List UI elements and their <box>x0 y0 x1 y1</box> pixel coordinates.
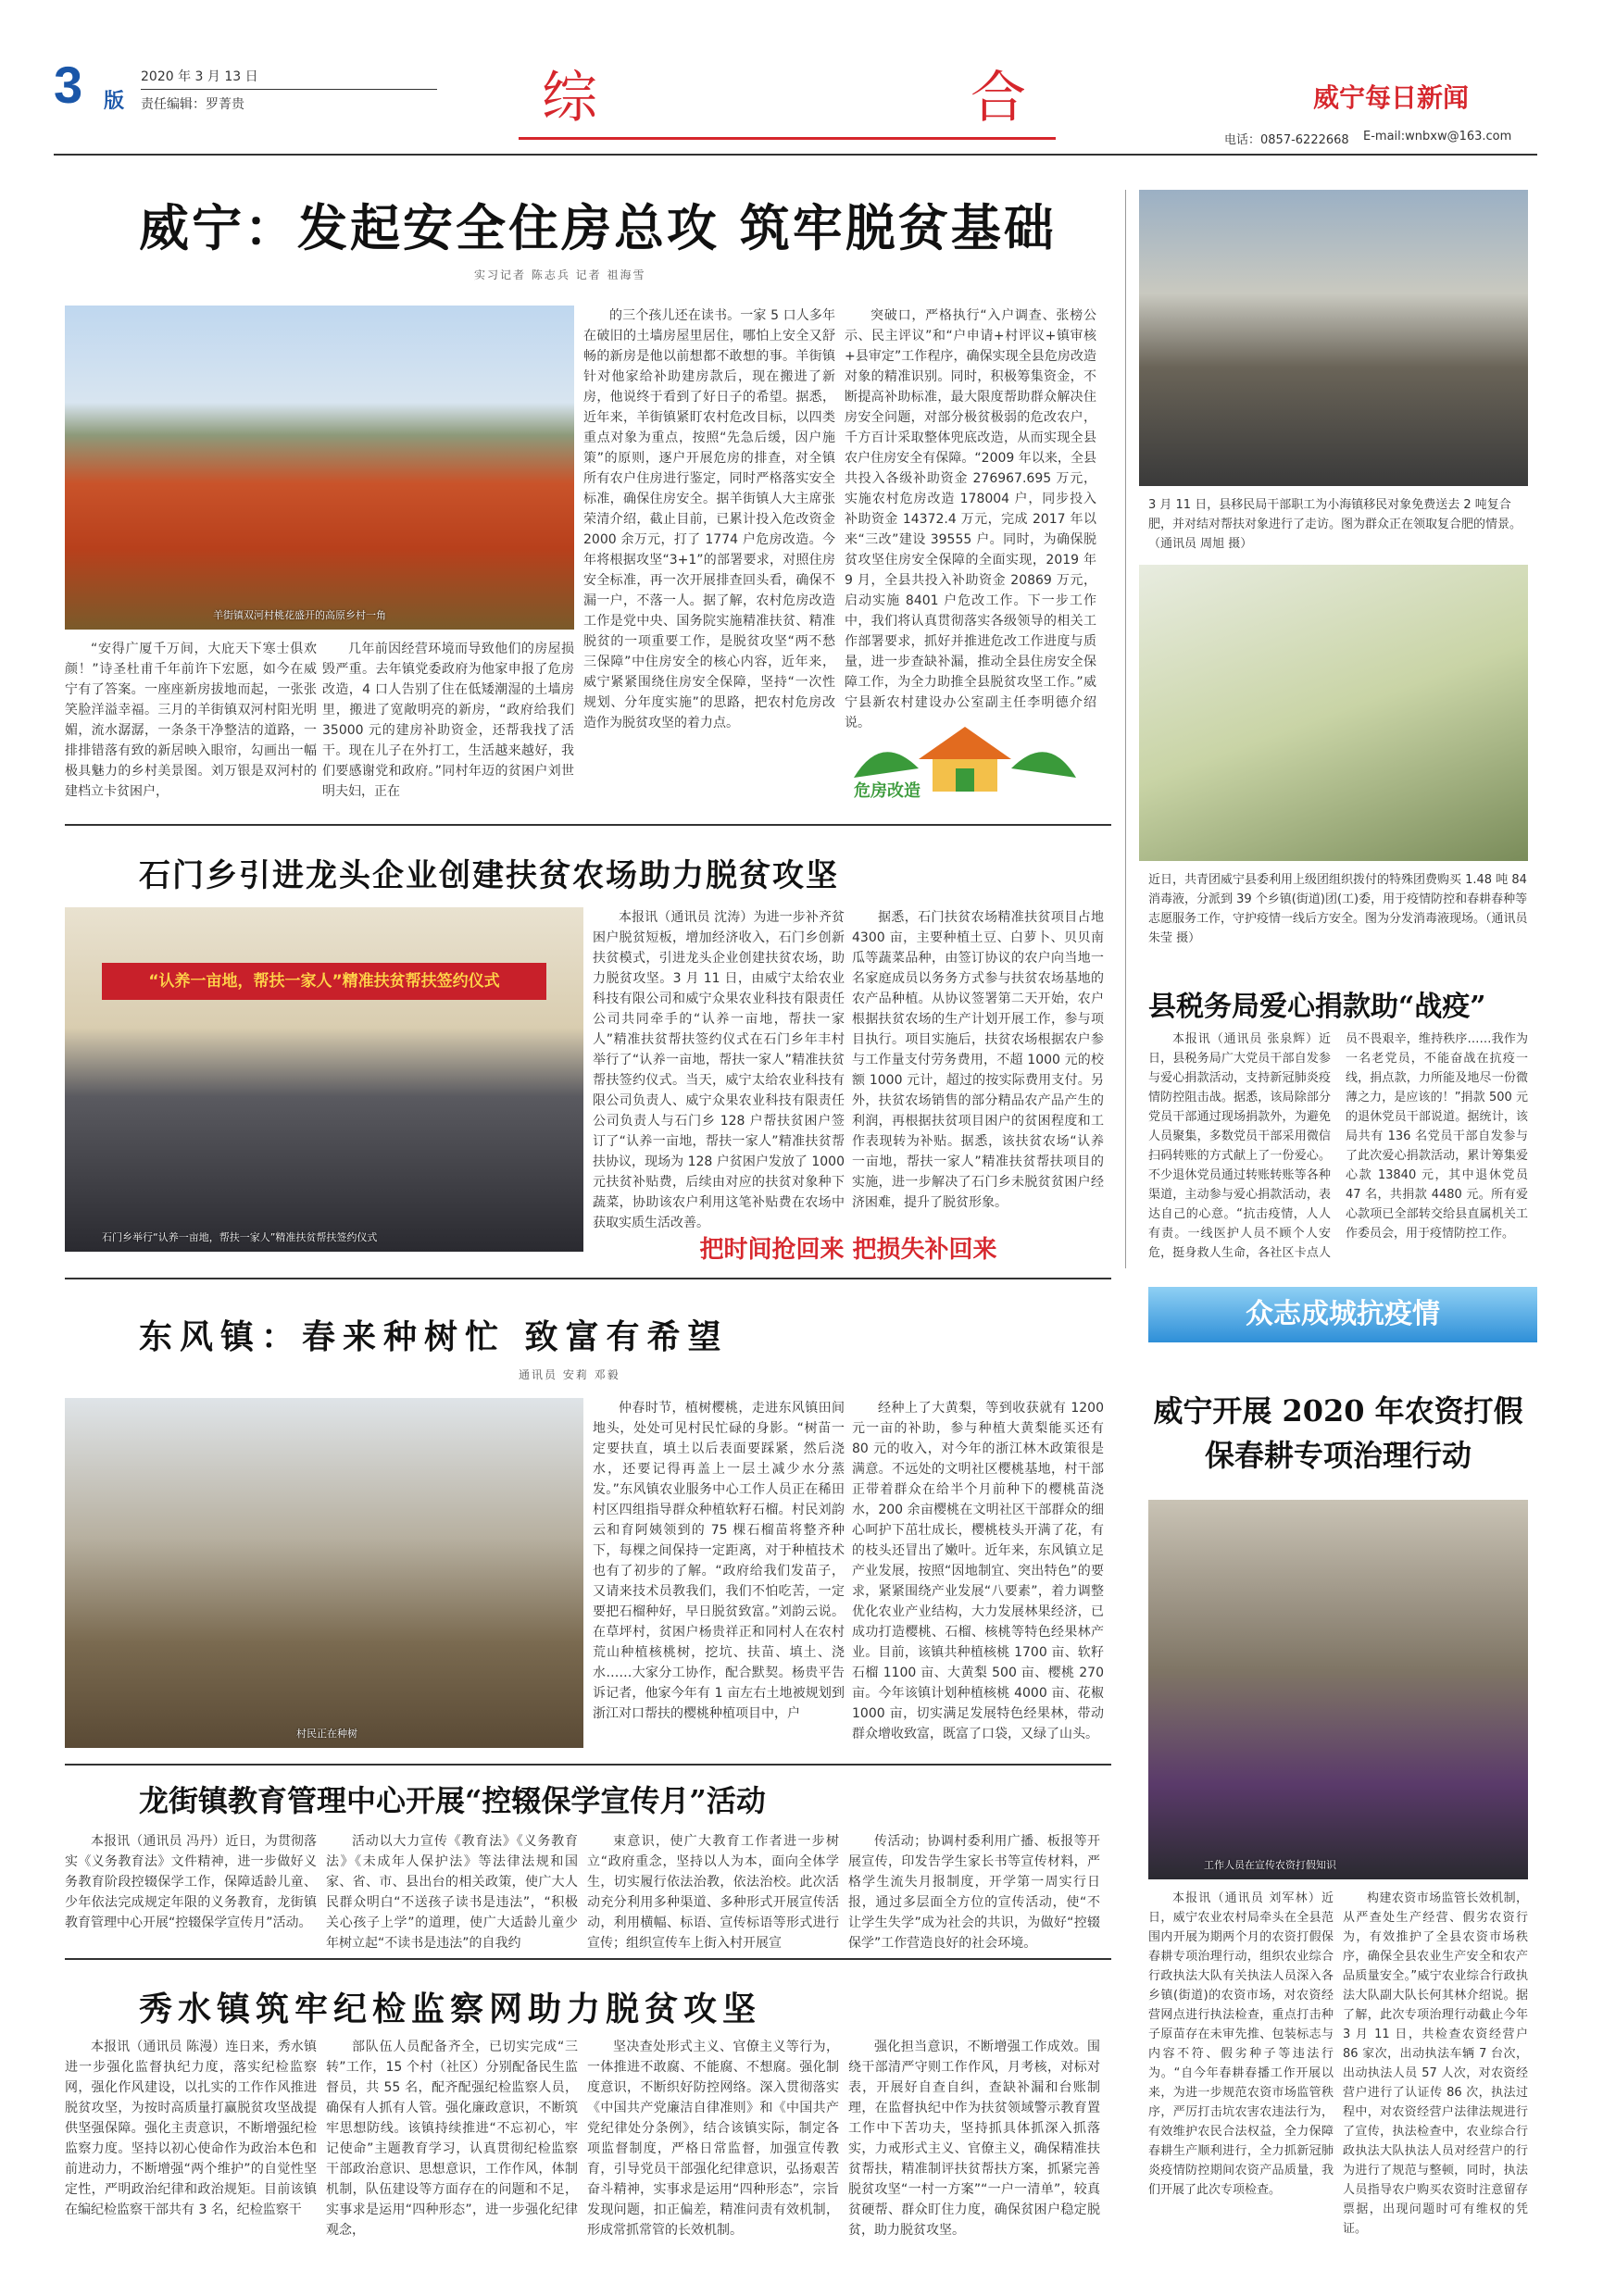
contact-email: E-mail:wnbxw@163.com <box>1363 130 1512 144</box>
article1-col4: 突破口，严格执行“入户调查、张榜公示、民主评议”和“户申请+村评议+镇审核+县审定”工作程序，确保实现全县危房改造对象的精准识别。同时，积极筹集资金，不断提高补助标准，最大限度帮助群众解决住房安全问题，对部分极贫极弱的危改农户，千方百计采取整体兜底改造，从而实现全县农户住房安全有保障。“2009 年以来，全县共投入各级补助资金 276967.695 万元，实施农村危房改造 178004 户，同步投入补助资金 14372.4 万元，完成 2017 年以来“三改”建设 39555 户。同时，为确保脱贫攻坚住房安全保障的全面实现，2019 年 9 月，全县共投入补助资金 20869 万元，启动实施 8401 户危改工作。下一步工作中，我们将认真贯彻落实各级领导的相关工作部署要求，抓好并推进危改工作进度与质量，进一步查缺补漏，推动全县住房安全保障工作，为全力助推全县脱贫攻坚工作。”威宁县新农村建设办公室副主任李明德介绍说。 <box>845 308 1096 730</box>
side1-caption: 3 月 11 日，县移民局干部职工为小海镇移民对象免费送去 2 吨复合肥，并对结对帮扶对象进行了走访。图为群众正在领取复合肥的情景。（通讯员 周旭 摄） <box>1148 498 1522 551</box>
article6-col1: 本报讯（通讯员 刘军林）近日，威宁农业农村局牵头在全县范围内开展为期两个月的农资打假保春耕专项治理行动，组织农业综合行政执法大队有关执法人员深入各乡镇(街道)的农资市场，对农资经营网点进行执法检查，重点打击种子原苗存在未审先推、包装标志与内容不符、假劣种子等违法行为。“自今年春耕春播工作开展以来，为进一步规范农资市场监管秩序，严厉打击坑农害农违法行为，有效维护农民合法权益，全力保障春耕生产顺利进行，全力抓新冠肺炎疫情防控期间农资产品质量，我们开展了此次专项检查。 <box>1148 1891 1334 2197</box>
danger-house-logo <box>845 713 1085 805</box>
article7-top-rule <box>65 1958 1111 1960</box>
paper-name: 威宁每日新闻 <box>1313 82 1470 113</box>
article7-col1: 本报讯（通讯员 陈漫）连日来，秀水镇进一步强化监督执纪力度，落实纪检监察网，强化作风建设，以扎实的工作作风推进脱贫攻坚，为按时高质量打赢脱贫攻坚战提供坚强保障。强化主责意识，不断增强纪检监察力度。坚持以初心使命作为政治本色和前进动力，不断增强“两个维护”的自觉性坚定性，严明政治纪律和政治规矩。目前该镇在编纪检监察干部共有 3 名，纪检监察干 <box>65 2040 317 2217</box>
article2-top-rule <box>65 824 1111 826</box>
contact-phone: 电话：0857-6222668 <box>1224 133 1349 147</box>
side2-caption: 近日，共青团威宁县委利用上级团组织拨付的特殊团费购买 1.48 吨 84 消毒液，分派到 39 个乡镇(街道)团(工)委，用于疫情防控和春耕春种等志愿服务工作，守护疫情一线后方安全。图为分发消毒液现场。（通讯员 朱莹 摄） <box>1148 873 1528 945</box>
side1-photo <box>1139 190 1528 486</box>
article1-byline: 实习记者 陈志兵 记者 祖海雪 <box>474 268 646 281</box>
section-title-left: 综 <box>542 66 597 131</box>
page-suffix: 版 <box>104 90 125 113</box>
article3-col1: 本报讯（通讯员 张泉辉）近日，县税务局广大党员干部自发参与爱心捐款活动，支持新冠肺炎疫情防控阻击战。据悉，该局除部分党员干部通过现场捐款外，为避免人员聚集，多数党员干部采用微信扫码转账的方式献上了一份爱心。不少退休党员通过转账转账等各种渠道，主动参与爱心捐款活动，表达自己的心意。“抗击疫情，人人有责。一线医护人员不顾个人安危，挺身救人生命，各社区卡点人员不畏艰辛，维持秩序……我作为一名老党员，不能奋战在抗疫一线，捐点款，力所能及地尽一份微薄之力，是应该的！”捐款 500 元的退休党员干部说道。据统计，该局共有 136 名党员干部自发参与了此次爱心捐款活动，累计筹集爱心款 13840 元，其中退休党员 47 名，共捐款 4480 元。所有爱心款项已全部转交给县直属机关工作委员会，用于疫情防控工作。 <box>1148 1032 1528 1260</box>
article7-headline: 秀水镇筑牢纪检监察网助力脱贫攻坚 <box>139 1990 762 2028</box>
side2-photo <box>1139 565 1528 861</box>
article2-photo <box>65 907 583 1252</box>
article1-photo-caption: 羊街镇双河村桃花盛开的高原乡村一角 <box>213 609 386 621</box>
article5-headline: 龙街镇教育管理中心开展“控辍保学宣传月”活动 <box>139 1783 766 1818</box>
page-number: 3 <box>54 56 83 114</box>
article4-col2: 经种上了大黄梨，等到收获就有 1200 元一亩的补助，参与种植大黄梨能买还有 80 元的收入，对今年的浙江林木政策很是满意。不远处的文明社区樱桃基地，村干部正带着群众在给半个月前种下的樱桃苗浇水，200 余亩樱桃在文明社区干部群众的细心呵护下茁壮成长，樱桃枝头开满了花，有的枝头还冒出了嫩叶。近年来，东风镇立足产业发展，按照“因地制宜、突出特色”的要求，紧紧围绕产业发展“八要素”，着力调整优化农业产业结构，大力发展林果经济，已成功打造樱桃、石榴、核桃等特色经果林产业。目前，该镇共种植核桃 1700 亩、软籽石榴 1100 亩、大黄梨 500 亩、樱桃 270 亩。今年该镇计划种植核桃 4000 亩、花椒 1000 亩，切实满足发展特色经果林，带动群众增收致富，既富了口袋，又绿了山头。 <box>852 1401 1104 1741</box>
danger-house-logo-label: 危房改造 <box>854 781 920 801</box>
article4-photo <box>65 1398 583 1748</box>
article2-col2: 据悉，石门扶贫农场精准扶贫项目占地 4300 亩，主要种植土豆、白萝卜、贝贝南瓜等蔬菜品种，由签订协议的农户向当地一名家庭成员以务务方式参与扶贫农场基地的农产品种植。从协议签署第二天开始，农户根据扶贫农场的生产计划开展工作，参与项目执行。项目实施后，扶贫农场根据农户参与工作量支付劳务费用，不超 1000 元的校额 1000 元计，超过的按实际费用支付。另外，扶贫农场销售的部分精品农产品产生的利润，再根据扶贫项目困户的贫困程度和工作表现转为补贴。据悉，该扶贫农场“认养一亩地，帮扶一家人”精准扶贫帮扶项目的实施，进一步解决了石门乡未脱贫贫困户经济困难，提升了脱贫形象。 <box>852 910 1104 1210</box>
article7-col3: 坚决查处形式主义、官僚主义等行为，一体推进不敢腐、不能腐、不想腐。强化制度意识，不断织好防控网络。深入贯彻落实《中国共产党廉洁自律准则》和《中国共产党纪律处分条例》，结合该镇实际，制定各项监督制度，严格日常监督，加强宣传教育，引导党员干部强化纪律意识，弘扬艰苦奋斗精神，实事求是运用“四种形态”，宗旨发现问题，扣正偏差，精准问责有效机制，形成常抓常管的长效机制。 <box>587 2040 839 2238</box>
article5-top-rule <box>65 1764 1111 1766</box>
article1-col3: 的三个孩儿还在读书。一家 5 口人多年在破旧的土墙房屋里居住，哪怕上安全又舒畅的新房是他以前想都不敢想的事。羊街镇针对他家给补助建房款后，现在搬进了新房，他说终于看到了好日子的希望。据悉，近年来，羊街镇紧盯农村危改目标，以四类重点对象为重点，按照“先急后缓，因户施策”的原则，逐户开展危房的排查，对全镇所有农户住房进行鉴定，同时严格落实安全标准，确保住房安全。据羊街镇人大主席张荣清介绍，截止目前，已累计投入危改资金 2000 余万元，打了 1774 户危房改造。今年将根据攻坚“3+1”的部署要求，对照住房安全标准，再一次开展排查回头看，确保不漏一户，不落一人。据了解，农村危房改造工作是党中央、国务院实施精准扶贫、精准脱贫的一项重要工作，是脱贫攻坚“两不愁三保障”中住房安全的核心内容，近年来，威宁紧紧围绕住房安全保障，坚持“一次性规划、分年度实施”的思路，把农村危房改造作为脱贫攻坚的着力点。 <box>583 308 835 730</box>
article4-photo-caption: 村民正在种树 <box>296 1728 357 1740</box>
section-title-underline <box>519 137 1056 140</box>
article1-col2: 几年前因经营环境而导致他们的房屋损毁严重。去年镇党委政府为他家申报了危房改造，4 口人告别了住在低矮潮湿的土墙房里，搬进了宽敞明亮的新房，“政府给我们 35000 元的建房补助资金，还帮我找了活干。现在儿子在外打工，生活越来越好，我们要感谢党和政府。”同村年迈的贫困户刘世明夫妇，正在 <box>322 642 574 799</box>
article2-photo-banner: “认养一亩地，帮扶一家人”精准扶贫帮扶签约仪式 <box>102 963 546 1000</box>
issue-date: 2020 年 3 月 13 日 <box>141 69 258 84</box>
article1-photo <box>65 306 574 630</box>
article5-col3: 束意识，使广大教育工作者进一步树立“政府重念，坚持以人为本，面向全体学生，切实履行依法治教，依法治校。此次活动充分利用多种渠道、多种形式开展宣传活动，利用横幅、标语、宣传标语等形式进行宣传；组织宣传车上街入村开展宣 <box>587 1834 839 1951</box>
article5-col1: 本报讯（通讯员 冯丹）近日，为贯彻落实《义务教育法》文件精神，进一步做好义务教育阶段控辍保学工作，保障适龄儿童、少年依法完成规定年限的义务教育，龙街镇教育管理中心开展“控辍保学宣传月”活动。 <box>65 1834 317 1930</box>
section-title-right: 合 <box>971 66 1026 131</box>
article2-photo-caption: 石门乡举行“认养一亩地，帮扶一家人”精准扶贫帮扶签约仪式 <box>102 1231 378 1243</box>
article6-col2: 构建农资市场监管长效机制，从严查处生产经营、假劣农资行为，有效推护了全县农资市场秩序，确保全县农业生产安全和农产品质量安全。”威宁农业综合行政执法大队副大队长何其林介绍说。据了解，此次专项治理行动截止今年 3 月 11 日，共检查农资经营户 86 家次，出动执法车辆 7 台次，出动执法人员 57 人次，对农资经营户进行了认证传 86 次，执法过程中，对农资经营户法律法规进行了宣传，执法检查中，农业综合行政执法大队执法人员对经营户的行为进行了规范与整顿，同时，执法人员指导农户购买农资时注意留存票据，出现问题时可有维权的凭证。 <box>1343 1891 1528 2236</box>
article3-banner: 众志成城抗疫情 <box>1148 1287 1537 1342</box>
article6-photo-caption: 工作人员在宣传农资打假知识 <box>1204 1859 1336 1871</box>
editor-credit: 责任编辑：罗菁贵 <box>141 97 244 112</box>
article5-col4: 传活动；协调村委利用广播、板报等开展宣传，印发告学生家长书等宣传材料，严格学生流失月报制度，开学第一周实行日报，通过多层面全方位的宣传活动，使“不让学生失学”成为社会的共识，为做好“控辍保学”工作营造良好的社会环境。 <box>848 1834 1100 1951</box>
article1-headline: 威宁：发起安全住房总攻 筑牢脱贫基础 <box>139 198 1057 257</box>
article4-top-rule <box>65 1278 1111 1279</box>
article5-col2: 活动以大力宣传《教育法》《义务教育法》《未成年人保护法》等法律法规和国家、省、市、县出台的相关政策，使广大人民群众明白“不送孩子读书是违法”，“积极关心孩子上学”的道理，使广大适龄儿童少年树立起“不读书是违法”的自我约 <box>326 1834 578 1951</box>
article4-headline: 东风镇：春来种树忙 致富有希望 <box>139 1317 729 1356</box>
article3-headline: 县税务局爱心捐款助“战疫” <box>1148 991 1486 1023</box>
article4-col1: 仲春时节，植树樱桃，走进东风镇田间地头，处处可见村民忙碌的身影。“树苗一定要扶直，填土以后表面要踩紧，然后浇水，还要记得再盖上一层土减少水分蒸发。”东风镇农业服务中心工作人员正在稀田村区四组指导群众种植软籽石榴。村民刘韵云和育阿姨领到的 75 棵石榴苗将整齐种下，每棵之间保持一定距离，对于种植技术也有了初步的了解。“政府给我们发苗子，又请来技术员教我们，我们不怕吃苦，一定要把石榴种好，早日脱贫致富。”刘韵云说。在草坪村，贫困户杨贵祥正和同村人在农村荒山种植核桃树，挖坑、扶苗、填土、浇水……大家分工协作，配合默契。杨贵平告诉记者，他家今年有 1 亩左右土地被规划到浙江对口帮扶的樱桃种植项目中，户 <box>593 1401 845 1721</box>
header-rule <box>54 154 1537 156</box>
article7-col4: 强化担当意识，不断增强工作成效。围绕干部清严守则工作作风，月考核，对标对表，开展好自查自纠，查缺补漏和台账制理，在监督执纪中作为扶贫领域警示教育置工作中下苦功夫，坚持抓具体抓深入抓落实，力戒形式主义、官僚主义，确保精准扶贫帮扶，精准制评扶贫帮扶方案，抓紧完善脱贫攻坚“一村一方案”“一户一清单”，较真贫硬帮、群众盯住力度，确保贫困户稳定脱贫，助力脱贫攻坚。 <box>848 2040 1100 2238</box>
article6-headline: 威宁开展 2020 年农资打假保春耕专项治理行动 <box>1153 1393 1523 1473</box>
article2-banner: 把时间抢回来 把损失补回来 <box>593 1231 1104 1268</box>
article2-headline: 石门乡引进龙头企业创建扶贫农场助力脱贫攻坚 <box>139 857 839 894</box>
article1-col1: “安得广厦千万间，大庇天下寒士俱欢颜！”诗圣杜甫千年前许下宏愿，如今在威宁有了答案。一座座新房拔地而起，一张张笑脸洋溢幸福。三月的羊街镇双河村阳光明媚，流水潺潺，一条条干净整洁的道路，一排排错落有致的新居映入眼帘，勾画出一幅极具魅力的乡村美景图。刘万银是双河村的建档立卡贫困户， <box>65 642 317 799</box>
header-underline-left <box>141 89 437 90</box>
article6-photo <box>1148 1500 1528 1879</box>
article2-col1: 本报讯（通讯员 沈涛）为进一步补齐贫困户脱贫短板，增加经济收入，石门乡创新扶贫模式，引进龙头企业创建扶贫农场，助力脱贫攻坚。3 月 11 日，由威宁太给农业科技有限公司和威宁众果农业科技有限责任公司共同牵手的“认养一亩地，帮扶一家人”精准扶贫帮扶签约仪式在石门乡年丰村举行了“认养一亩地，帮扶一家人”精准扶贫帮扶签约仪式。当天，威宁太给农业科技有限公司负责人、威宁众果农业科技有限责任公司负责人与石门乡 128 户帮扶贫困户签订了“认养一亩地，帮扶一家人”精准扶贫帮扶协议，现场为 128 户贫困户发放了 1000 元扶贫补贴费，后续由对应的扶贫对象种下蔬菜，协助该农户利用这笔补贴费在农场中获取实质生活改善。 <box>593 910 845 1230</box>
side-divider <box>1125 190 1126 1268</box>
article7-col2: 部队伍人员配备齐全，已切实完成“三转”工作，15 个村（社区）分别配备民生监督员，共 55 名，配齐配强纪检监察人员，确保有人抓有人管。强化廉政意识，不断筑牢思想防线。该镇持续推进“不忘初心，牢记使命”主题教育学习，认真贯彻纪检监察干部政治意识、思想意识，工作作风，体制机制，队伍建设等方面存在的问题和不足，实事求是运用“四种形态”，进一步强化纪律观念， <box>326 2040 578 2238</box>
article4-byline: 通讯员 安莉 邓毅 <box>519 1368 620 1381</box>
